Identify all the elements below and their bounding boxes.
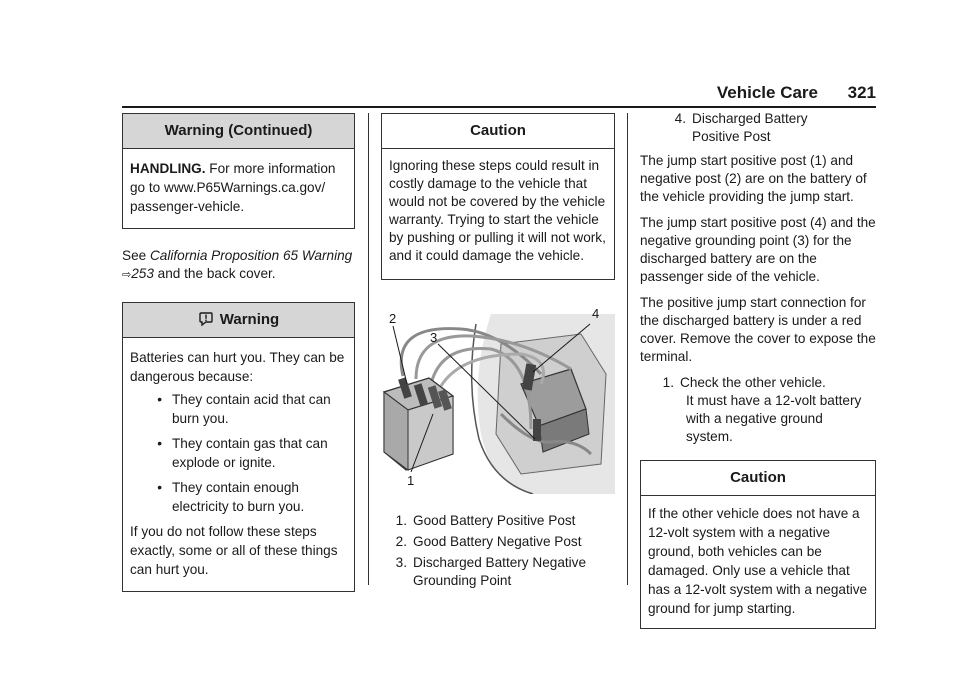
warning-intro: Batteries can hurt you. They can be dangerous because: [130, 350, 345, 384]
column-divider [368, 113, 369, 585]
list-item [130, 478, 347, 516]
bullet-icon: • [157, 392, 162, 407]
warning-continued-text [130, 159, 347, 216]
callout-label: 3 [430, 330, 438, 345]
caution-box [640, 460, 876, 629]
legend-text: Discharged Battery Positive Post [692, 111, 808, 144]
list-item [130, 390, 347, 428]
handling-text: For more information go to www.P65Warnings.ca.gov/ passenger-vehicle. [130, 161, 336, 214]
callout-label: 1 [407, 473, 415, 488]
caution-text: If the other vehicle does not have a 12-volt system with a negative ground, both vehicles can be damaged. Only use a vehicle that has a 12-volt system with a negative ground for jump starting. [648, 506, 868, 616]
legend-text: Discharged Battery Negative Grounding Point [413, 555, 587, 588]
legend-number: 4. [674, 111, 686, 126]
reference-link[interactable]: California Proposition 65 Warning [149, 248, 353, 263]
see-prefix: See [122, 248, 150, 263]
paragraph: The positive jump start connection for the discharged battery is under a red cover. Remove the cover to expose the terminal. [640, 295, 876, 364]
figure-legend [381, 512, 615, 590]
warning-outro: If you do not follow these steps exactly, some or all of these things can hurt you. [130, 524, 338, 577]
handling-label: HANDLING. [130, 161, 206, 176]
warning-continued-title: Warning (Continued) [123, 114, 354, 149]
legend-number: 3. [395, 555, 407, 570]
warning-box [122, 302, 355, 592]
warning-title: Warning [219, 311, 280, 328]
warning-continued-box [122, 113, 355, 229]
caution-text: Ignoring these steps could result in costly damage to the vehicle that would not be covered by the vehicle warranty. Trying to start the vehicle by pushing or pulling it will not work, and it could damage the vehicle. [389, 158, 606, 263]
page-number: 321 [847, 83, 876, 102]
legend-item [381, 554, 615, 590]
column-left [122, 113, 355, 606]
bullet-text: They contain acid that can burn you. [172, 392, 331, 426]
see-reference [122, 247, 355, 284]
jump-start-figure [381, 306, 615, 494]
legend-text: Good Battery Negative Post [413, 534, 582, 549]
legend-item [381, 512, 615, 530]
paragraph: The jump start positive post (1) and negative post (2) are on the battery of the vehicle providing the jump start. [640, 153, 867, 204]
bullet-icon: • [157, 436, 162, 451]
warning-title-bar [123, 303, 354, 338]
step-number: 1. [662, 375, 674, 390]
caution-title: Caution [382, 114, 614, 149]
see-suffix: and the back cover. [153, 266, 276, 281]
step-item [640, 374, 876, 446]
column-right [640, 110, 876, 643]
list-item [130, 434, 347, 472]
bullet-text: They contain gas that can explode or ignite. [172, 436, 328, 470]
column-middle [381, 113, 615, 593]
engine-compartment-illustration [381, 314, 615, 494]
caution-title: Caution [641, 461, 875, 496]
legend-item [381, 533, 615, 551]
callout-label: 2 [389, 311, 397, 326]
bullet-text: They contain enough electricity to burn you. [172, 480, 305, 514]
caution-box [381, 113, 615, 280]
legend-number: 2. [395, 534, 407, 549]
column-divider [627, 113, 628, 585]
legend-number: 1. [395, 513, 407, 528]
reference-page[interactable]: 253 [131, 266, 154, 281]
step-content [680, 374, 870, 446]
callout-label: 4 [592, 306, 600, 321]
legend-item [640, 110, 876, 146]
page-ref-arrow-icon: ⇨ [122, 269, 132, 281]
step-text: It must have a 12-volt battery with a negative ground system. [686, 393, 862, 444]
legend-text: Good Battery Positive Post [413, 513, 576, 528]
page-header [122, 80, 876, 108]
paragraph: The jump start positive post (4) and the negative grounding point (3) for the discharged battery are on the passenger side of the vehicle. [640, 215, 876, 284]
section-title: Vehicle Care [716, 83, 818, 102]
warning-icon [198, 306, 214, 340]
bullet-icon: • [157, 480, 162, 495]
step-title: Check the other vehicle. [680, 375, 826, 390]
